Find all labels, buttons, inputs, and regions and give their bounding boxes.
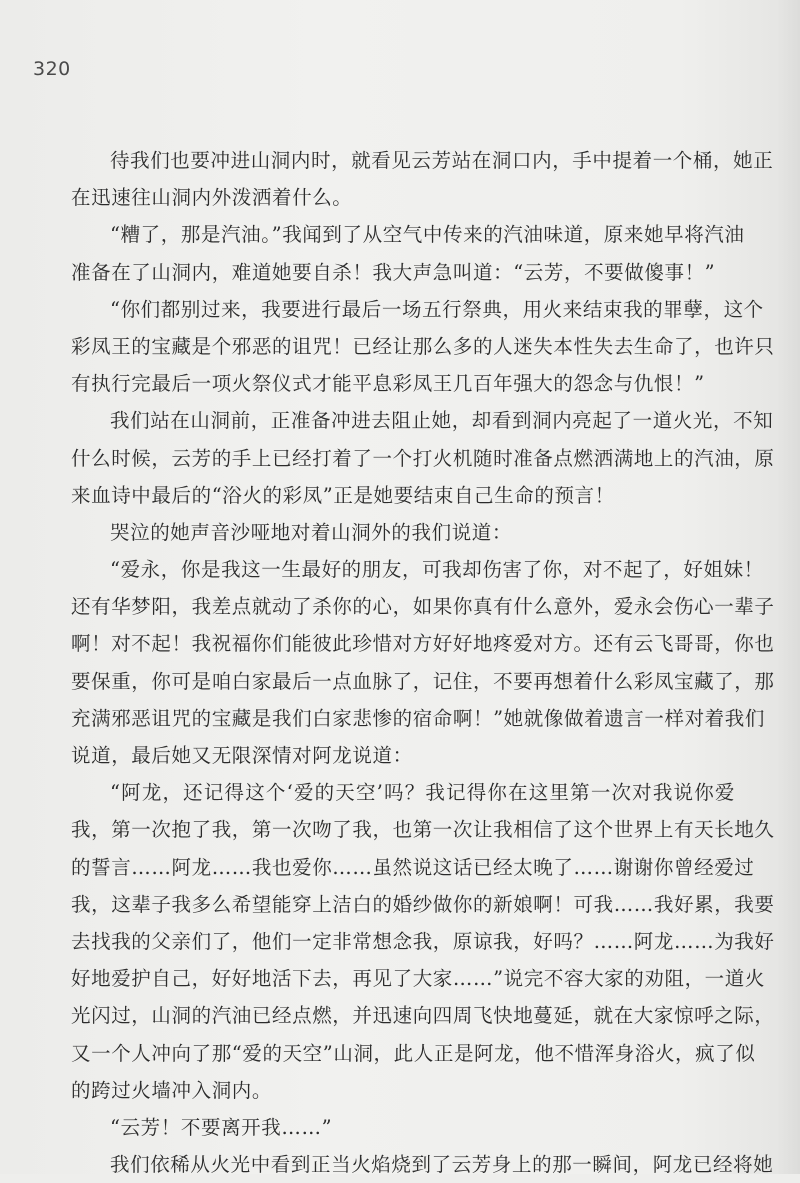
- text-line: 光闪过，山洞的汽油已经点燃，并迅速向四周飞快地蔓延，就在大家惊呼之际，: [71, 1004, 775, 1028]
- text-line: 的跨过火墙冲入洞内。: [71, 1078, 273, 1102]
- text-line: 我们站在山洞前，正准备冲进去阻止她，却看到洞内亮起了一道火光，不知: [110, 409, 774, 433]
- text-line: 在迅速往山洞内外泼洒着什么。: [71, 186, 353, 210]
- text-line: 充满邪恶诅咒的宝藏是我们白家悲惨的宿命啊！”她就像做着遗言一样对着我们: [71, 706, 765, 730]
- text-line: 我，这辈子我多么希望能穿上洁白的婚纱做你的新娘啊！可我……我好累，我要: [71, 892, 775, 916]
- page-number: 320: [33, 58, 71, 80]
- text-line: 的誓言……阿龙……我也爱你……虽然说这话已经太晚了……谢谢你曾经爱过: [71, 855, 755, 879]
- text-line: 啊！对不起！我祝福你们能彼此珍惜对方好好地疼爱对方。还有云飞哥哥，你也: [71, 632, 775, 656]
- text-line: 哭泣的她声音沙哑地对着山洞外的我们说道：: [110, 520, 513, 544]
- text-line: 有执行完最后一项火祭仪式才能平息彩凤王几百年强大的怨念与仇恨！”: [71, 372, 705, 396]
- text-line: 来血诗中最后的“浴火的彩凤”正是她要结束自己生命的预言！: [71, 483, 615, 507]
- text-line: 说道，最后她又无限深情对阿龙说道：: [71, 744, 413, 767]
- text-line: “糟了，那是汽油。”我闻到了从空气中传来的汽油味道，原来她早将汽油: [110, 223, 745, 247]
- text-line: 准备在了山洞内，难道她要自杀！我大声急叫道：“云芳，不要做傻事！”: [71, 260, 716, 284]
- text-line: 还有华梦阳，我差点就动了杀你的心，如果你真有什么意外，爱永会伤心一辈子: [71, 595, 775, 619]
- body-text: [71, 142, 775, 1183]
- text-line: 又一个人冲向了那“爱的天空”山洞，此人正是阿龙，他不惜浑身浴火，疯了似: [71, 1041, 756, 1065]
- text-line: “云芳！不要离开我……”: [110, 1115, 333, 1139]
- text-line: 好地爱护自己，好好地活下去，再见了大家……”说完不容大家的劝阻，一道火: [71, 967, 765, 991]
- text-line: 什么时候，云芳的手上已经打着了一个打火机随时准备点燃洒满地上的汽油，原: [71, 446, 775, 470]
- text-line: “阿龙，还记得这个‘爱的天空’吗？我记得你在这里第一次对我说你爱: [110, 781, 735, 805]
- text-line: 彩凤王的宝藏是个邪恶的诅咒！已经让那么多的人迷失本性失去生命了，也许只: [71, 334, 775, 358]
- text-line: 我，第一次抱了我，第一次吻了我，也第一次让我相信了这个世界上有天长地久: [71, 818, 775, 842]
- text-line: “你们都别过来，我要进行最后一场五行祭典，用火来结束我的罪孽，这个: [110, 297, 764, 321]
- text-line: 我们依稀从火光中看到正当火焰烧到了云芳身上的那一瞬间，阿龙已经将她: [110, 1153, 774, 1177]
- text-line: 去找我的父亲们了，他们一定非常想念我，原谅我，好吗？……阿龙……为我好: [71, 929, 775, 953]
- text-line: 待我们也要冲进山洞内时，就看见云芳站在洞口内，手中提着一个桶，她正: [110, 149, 774, 172]
- text-line: “爱永，你是我这一生最好的朋友，可我却伤害了你，对不起了，好姐妹！: [110, 558, 764, 582]
- text-line: 要保重，你可是咱白家最后一点血脉了，记住，不要再想着什么彩凤宝藏了，那: [71, 669, 775, 693]
